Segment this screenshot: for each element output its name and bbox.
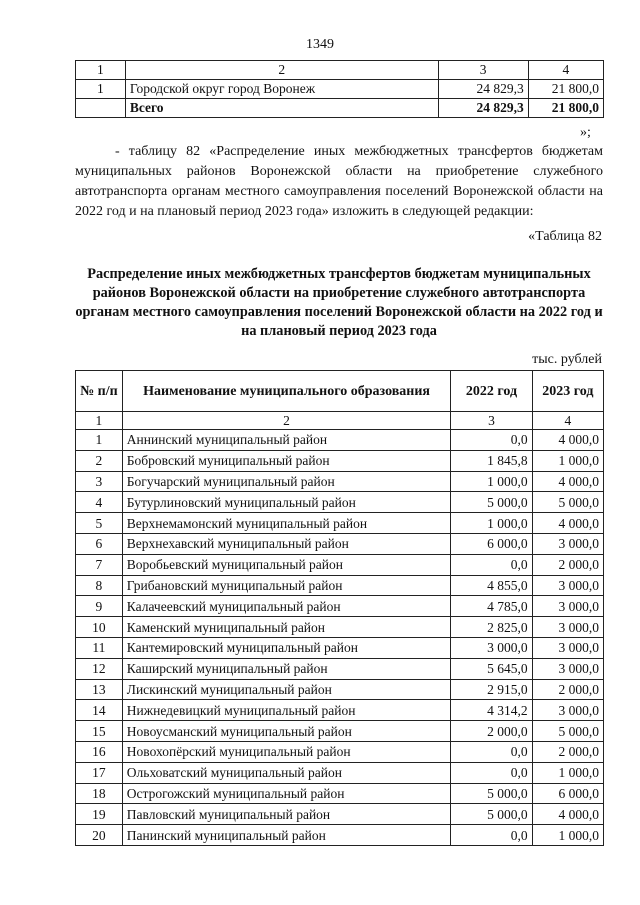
table-row — [76, 679, 604, 700]
value-2023: 4 000,0 — [532, 430, 603, 451]
value-2023: 2 000,0 — [532, 679, 603, 700]
municipality-name: Острогожский муниципальный район — [122, 783, 450, 804]
table-row — [76, 762, 604, 783]
row-number: 15 — [76, 721, 123, 742]
row-number: 11 — [76, 637, 123, 658]
value-2023: 2 000,0 — [532, 554, 603, 575]
page-number: 1349 — [306, 37, 334, 52]
row-number: 16 — [76, 741, 123, 762]
value-2022: 1 000,0 — [451, 471, 532, 492]
value-2022: 1 000,0 — [451, 513, 532, 534]
table-row — [76, 471, 604, 492]
value-2022: 4 314,2 — [451, 700, 532, 721]
municipality-name: Грибановский муниципальный район — [122, 575, 450, 596]
column-number-cell: 2 — [122, 412, 450, 430]
row-number: 19 — [76, 804, 123, 825]
column-number-cell: 3 — [451, 412, 532, 430]
row-number: 1 — [76, 80, 126, 99]
value-2022: 2 825,0 — [451, 617, 532, 638]
row-number: 12 — [76, 658, 123, 679]
municipality-name: Ольховатский муниципальный район — [122, 762, 450, 783]
total-2022: 24 829,3 — [438, 99, 528, 118]
municipality-name: Лискинский муниципальный район — [122, 679, 450, 700]
municipality-name: Павловский муниципальный район — [122, 804, 450, 825]
municipality-name: Нижнедевицкий муниципальный район — [122, 700, 450, 721]
column-number-cell: 4 — [528, 61, 603, 80]
table-header-row — [76, 61, 604, 80]
total-label: Всего — [125, 99, 438, 118]
row-number: 3 — [76, 471, 123, 492]
value-2023: 1 000,0 — [532, 762, 603, 783]
header-number: № п/п — [76, 371, 123, 412]
table-row — [76, 554, 604, 575]
value-2022: 0,0 — [451, 762, 532, 783]
value-2022: 5 000,0 — [451, 492, 532, 513]
row-number: 2 — [76, 450, 123, 471]
row-number: 14 — [76, 700, 123, 721]
row-number: 5 — [76, 513, 123, 534]
summary-table-continuation — [75, 60, 604, 118]
table-row — [76, 450, 604, 471]
value-2023: 3 000,0 — [532, 658, 603, 679]
table-row — [76, 741, 604, 762]
municipality-name: Калачеевский муниципальный район — [122, 596, 450, 617]
row-number: 17 — [76, 762, 123, 783]
value-2023: 4 000,0 — [532, 513, 603, 534]
total-empty-cell — [76, 99, 126, 118]
value-2023: 3 000,0 — [532, 700, 603, 721]
amendment-paragraph: - таблицу 82 «Распределение иных межбюджетных трансфертов бюджетам муниципальных районов Воронежской области на приобретение служебного автотранспорта органам местного самоуправления поселений Воронежской области на 2022 год и на плановый период 2023 года» изложить в следующей редакции: — [75, 144, 603, 219]
table-row — [76, 596, 604, 617]
table-row — [76, 637, 604, 658]
value-2023: 3 000,0 — [532, 596, 603, 617]
municipality-name: Новохопёрский муниципальный район — [122, 741, 450, 762]
value-2023: 21 800,0 — [528, 80, 603, 99]
municipality-name: Воробьевский муниципальный район — [122, 554, 450, 575]
header-2022: 2022 год — [451, 371, 532, 412]
value-2023: 3 000,0 — [532, 637, 603, 658]
value-2022: 5 000,0 — [451, 783, 532, 804]
table-title: Распределение иных межбюджетных трансфертов бюджетам муниципальных районов Воронежской области на приобретение служебного автотранспорта органам местного самоуправления поселений Воронежской области на 2022 год и на плановый период 2023 года — [75, 266, 603, 339]
table-row — [76, 80, 604, 99]
row-number: 6 — [76, 533, 123, 554]
municipality-name: Бутурлиновский муниципальный район — [122, 492, 450, 513]
total-2023: 21 800,0 — [528, 99, 603, 118]
table-row — [76, 658, 604, 679]
value-2022: 1 845,8 — [451, 450, 532, 471]
row-number: 13 — [76, 679, 123, 700]
municipality-name: Бобровский муниципальный район — [122, 450, 450, 471]
municipality-name: Верхнехавский муниципальный район — [122, 533, 450, 554]
table-reference: «Таблица 82 — [528, 229, 602, 244]
column-number-cell: 1 — [76, 61, 126, 80]
value-2022: 6 000,0 — [451, 533, 532, 554]
row-number: 18 — [76, 783, 123, 804]
municipality-name: Каменский муниципальный район — [122, 617, 450, 638]
value-2023: 3 000,0 — [532, 533, 603, 554]
value-2023: 6 000,0 — [532, 783, 603, 804]
row-number: 4 — [76, 492, 123, 513]
table-row — [76, 617, 604, 638]
value-2022: 2 000,0 — [451, 721, 532, 742]
column-number-cell: 4 — [532, 412, 603, 430]
row-number: 20 — [76, 825, 123, 846]
value-2022: 5 645,0 — [451, 658, 532, 679]
value-2022: 24 829,3 — [438, 80, 528, 99]
table-row — [76, 804, 604, 825]
total-row — [76, 99, 604, 118]
value-2023: 4 000,0 — [532, 804, 603, 825]
value-2023: 1 000,0 — [532, 450, 603, 471]
row-number: 8 — [76, 575, 123, 596]
value-2023: 4 000,0 — [532, 471, 603, 492]
column-number-cell: 3 — [438, 61, 528, 80]
row-number: 1 — [76, 430, 123, 451]
row-number: 9 — [76, 596, 123, 617]
value-2023: 2 000,0 — [532, 741, 603, 762]
row-number: 7 — [76, 554, 123, 575]
municipality-name: Верхнемамонский муниципальный район — [122, 513, 450, 534]
value-2022: 3 000,0 — [451, 637, 532, 658]
closing-quote: »; — [580, 125, 591, 140]
table-row — [76, 430, 604, 451]
table-row — [76, 825, 604, 846]
value-2022: 0,0 — [451, 741, 532, 762]
municipality-name: Городской округ город Воронеж — [125, 80, 438, 99]
value-2022: 4 785,0 — [451, 596, 532, 617]
table-row — [76, 575, 604, 596]
value-2022: 0,0 — [451, 554, 532, 575]
value-2023: 3 000,0 — [532, 575, 603, 596]
value-2023: 5 000,0 — [532, 492, 603, 513]
column-numbers-row — [76, 412, 604, 430]
table-row — [76, 492, 604, 513]
header-2023: 2023 год — [532, 371, 603, 412]
column-number-cell: 2 — [125, 61, 438, 80]
table-row — [76, 783, 604, 804]
header-name: Наименование муниципального образования — [122, 371, 450, 412]
table-row — [76, 533, 604, 554]
table-row — [76, 700, 604, 721]
value-2023: 5 000,0 — [532, 721, 603, 742]
table-row — [76, 721, 604, 742]
municipality-name: Кантемировский муниципальный район — [122, 637, 450, 658]
value-2023: 1 000,0 — [532, 825, 603, 846]
value-2022: 0,0 — [451, 825, 532, 846]
value-2023: 3 000,0 — [532, 617, 603, 638]
table-row — [76, 513, 604, 534]
row-number: 10 — [76, 617, 123, 638]
value-2022: 2 915,0 — [451, 679, 532, 700]
transfers-table — [75, 370, 604, 846]
table-header-row — [76, 371, 604, 412]
municipality-name: Новоусманский муниципальный район — [122, 721, 450, 742]
municipality-name: Каширский муниципальный район — [122, 658, 450, 679]
units-label: тыс. рублей — [532, 352, 602, 367]
value-2022: 0,0 — [451, 430, 532, 451]
municipality-name: Богучарский муниципальный район — [122, 471, 450, 492]
column-number-cell: 1 — [76, 412, 123, 430]
value-2022: 5 000,0 — [451, 804, 532, 825]
municipality-name: Аннинский муниципальный район — [122, 430, 450, 451]
value-2022: 4 855,0 — [451, 575, 532, 596]
municipality-name: Панинский муниципальный район — [122, 825, 450, 846]
